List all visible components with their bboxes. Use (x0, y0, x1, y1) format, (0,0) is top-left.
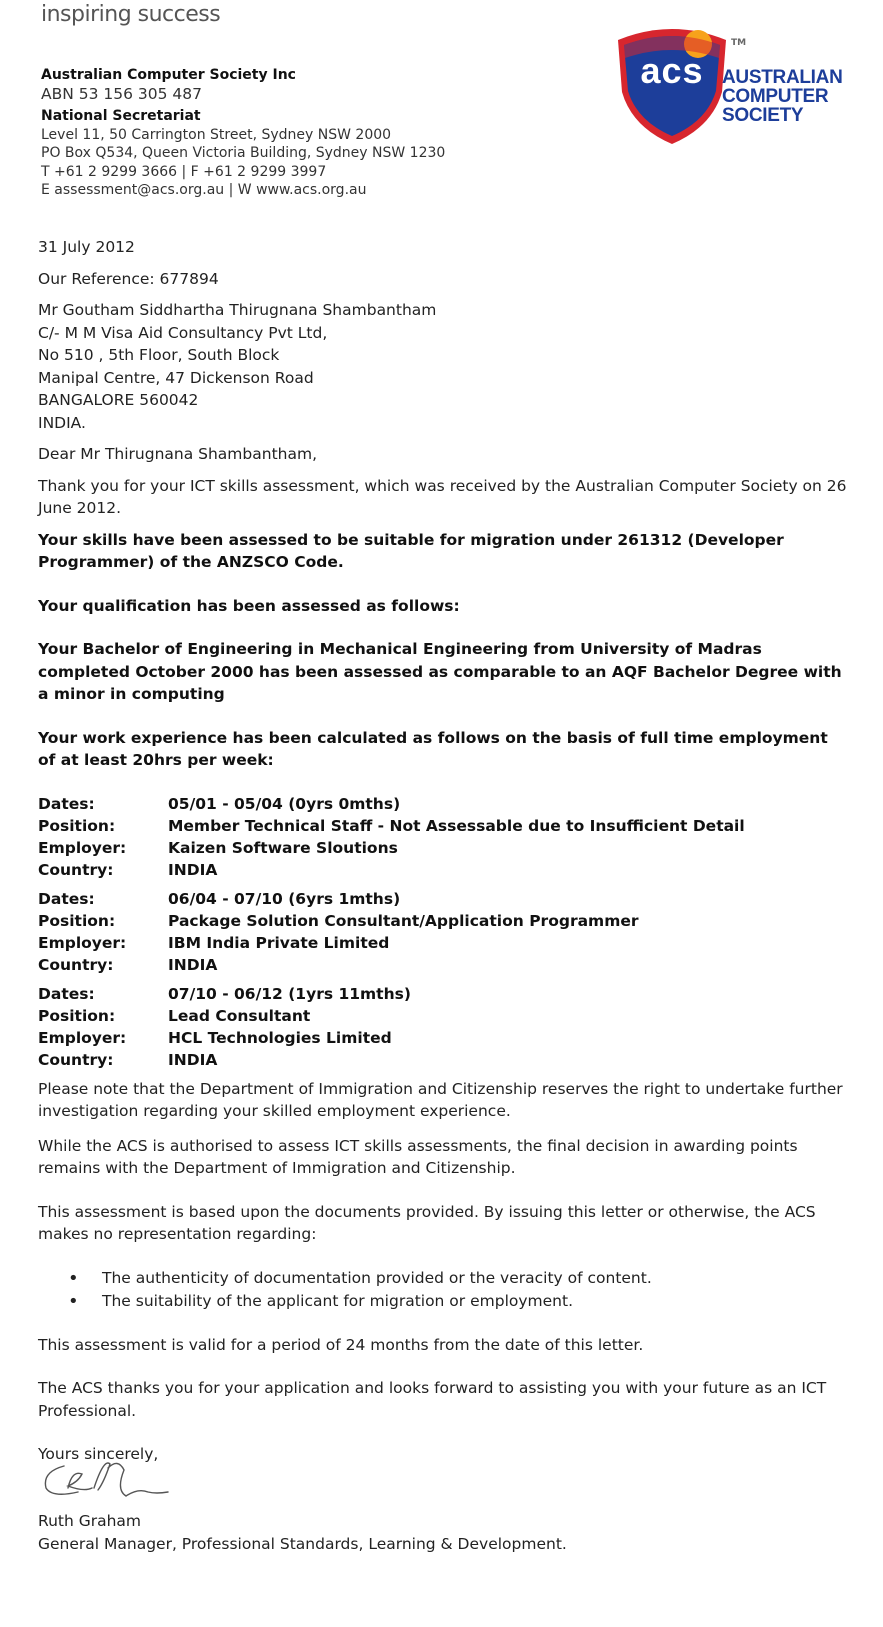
letter-body (38, 236, 848, 1466)
sign-off: Yours sincerely, (38, 1445, 159, 1463)
dates-label: Dates: (38, 984, 95, 1003)
address-line: Level 11, 50 Carrington Street, Sydney NSW 2000 (41, 126, 392, 143)
logo-word: COMPUTER (722, 86, 829, 107)
employment-dates: 05/01 - 05/04 (0yrs 0mths) (168, 794, 401, 813)
intro-paragraph: Thank you for your ICT skills assessment, which was received by the Australian Computer Society on 26 June 2012. (38, 476, 847, 517)
logo-mark-text: acs (640, 50, 704, 91)
disclaimer-list (38, 1267, 848, 1313)
qualification-heading: Your qualification has been assessed as follows: (38, 596, 460, 615)
employment-employer: Kaizen Software Sloutions (168, 838, 398, 857)
org-abn: ABN 53 156 305 487 (41, 84, 203, 103)
signatory-title: General Manager, Professional Standards, Learning & Development. (38, 1534, 567, 1553)
contact-line: E assessment@acs.org.au | W www.acs.org.au (41, 182, 367, 198)
dates-label: Dates: (38, 794, 95, 813)
acs-logo (612, 22, 848, 148)
recipient-line: BANGALORE 560042 (38, 391, 199, 409)
letter-reference: Our Reference: 677894 (38, 269, 219, 288)
list-item: • The suitability of the applicant for migration or employment. (38, 1290, 848, 1313)
signatory-name: Ruth Graham (38, 1512, 142, 1530)
logo-wordmark (722, 68, 843, 125)
org-name: Australian Computer Society Inc (41, 67, 296, 83)
experience-heading: Your work experience has been calculated as follows on the basis of full time employment of at least 20hrs per week: (38, 728, 828, 769)
employment-position: Member Technical Staff - Not Assessable due to Insufficient Detail (168, 816, 745, 835)
recipient-line: C/- M M Visa Aid Consultancy Pvt Ltd, (38, 323, 328, 342)
recipient-line: No 510 , 5th Floor, South Block (38, 346, 280, 364)
logo-word: AUSTRALIAN (722, 67, 843, 88)
letter-date: 31 July 2012 (38, 238, 135, 256)
country-label: Country: (38, 860, 114, 879)
assessment-result: Your skills have been assessed to be suitable for migration under 261312 (Developer Programmer) of the ANZSCO Code. (38, 530, 784, 571)
country-label: Country: (38, 955, 114, 974)
employment-dates: 07/10 - 06/12 (1yrs 11mths) (168, 984, 411, 1003)
salutation: Dear Mr Thirugnana Shambantham, (38, 445, 317, 463)
note-decision: While the ACS is authorised to assess ICT skills assessments, the final decision in awarding points remains with the Department of Immigration and Citizenship. (38, 1136, 798, 1177)
note-investigation: Please note that the Department of Immigration and Citizenship reserves the right to undertake further investigation regarding your skilled employment experience. (38, 1079, 843, 1120)
employer-label: Employer: (38, 933, 127, 952)
position-label: Position: (38, 1006, 116, 1025)
handwritten-signature (38, 1448, 188, 1516)
tagline: inspiring success (41, 2, 221, 27)
position-label: Position: (38, 911, 116, 930)
recipient-line: INDIA. (38, 413, 86, 432)
validity-statement: This assessment is valid for a period of 24 months from the date of this letter. (38, 1335, 644, 1354)
employment-country: INDIA (168, 860, 218, 879)
trademark-symbol: TM (731, 38, 747, 48)
qualification-detail: Your Bachelor of Engineering in Mechanical Engineering from University of Madras completed October 2000 has been assessed as comparable to an AQF Bachelor Degree with a minor in computing (38, 640, 842, 703)
employment-dates: 06/04 - 07/10 (6yrs 1mths) (168, 889, 401, 908)
position-label: Position: (38, 816, 116, 835)
employment-position: Package Solution Consultant/Application Programmer (168, 911, 639, 930)
employment-employer: HCL Technologies Limited (168, 1028, 392, 1047)
dates-label: Dates: (38, 889, 95, 908)
employment-country: INDIA (168, 1050, 218, 1069)
employment-employer: IBM India Private Limited (168, 933, 390, 952)
employment-country: INDIA (168, 955, 218, 974)
recipient-address (38, 299, 848, 434)
employment-history (38, 793, 848, 1071)
recipient-line: Mr Goutham Siddhartha Thirugnana Shambantham (38, 301, 437, 319)
signatory (38, 1510, 567, 1555)
list-item: • The authenticity of documentation provided or the veracity of content. (38, 1267, 848, 1290)
country-label: Country: (38, 1050, 114, 1069)
employment-entry (38, 793, 848, 881)
organisation-details (41, 66, 445, 200)
contact-line: T +61 2 9299 3666 | F +61 2 9299 3997 (41, 163, 327, 180)
office-title: National Secretariat (41, 108, 201, 124)
logo-word: SOCIETY (722, 105, 804, 126)
address-line: PO Box Q534, Queen Victoria Building, Sydney NSW 1230 (41, 145, 446, 161)
recipient-line: Manipal Centre, 47 Dickenson Road (38, 368, 314, 387)
employment-entry (38, 888, 848, 976)
closing-thanks: The ACS thanks you for your application and looks forward to assisting you with your future as an ICT Professional. (38, 1379, 827, 1420)
employer-label: Employer: (38, 838, 127, 857)
note-representation: This assessment is based upon the documents provided. By issuing this letter or otherwise, the ACS makes no representation regarding: (38, 1202, 816, 1243)
employment-position: Lead Consultant (168, 1006, 311, 1025)
employer-label: Employer: (38, 1028, 127, 1047)
employment-entry (38, 983, 848, 1071)
